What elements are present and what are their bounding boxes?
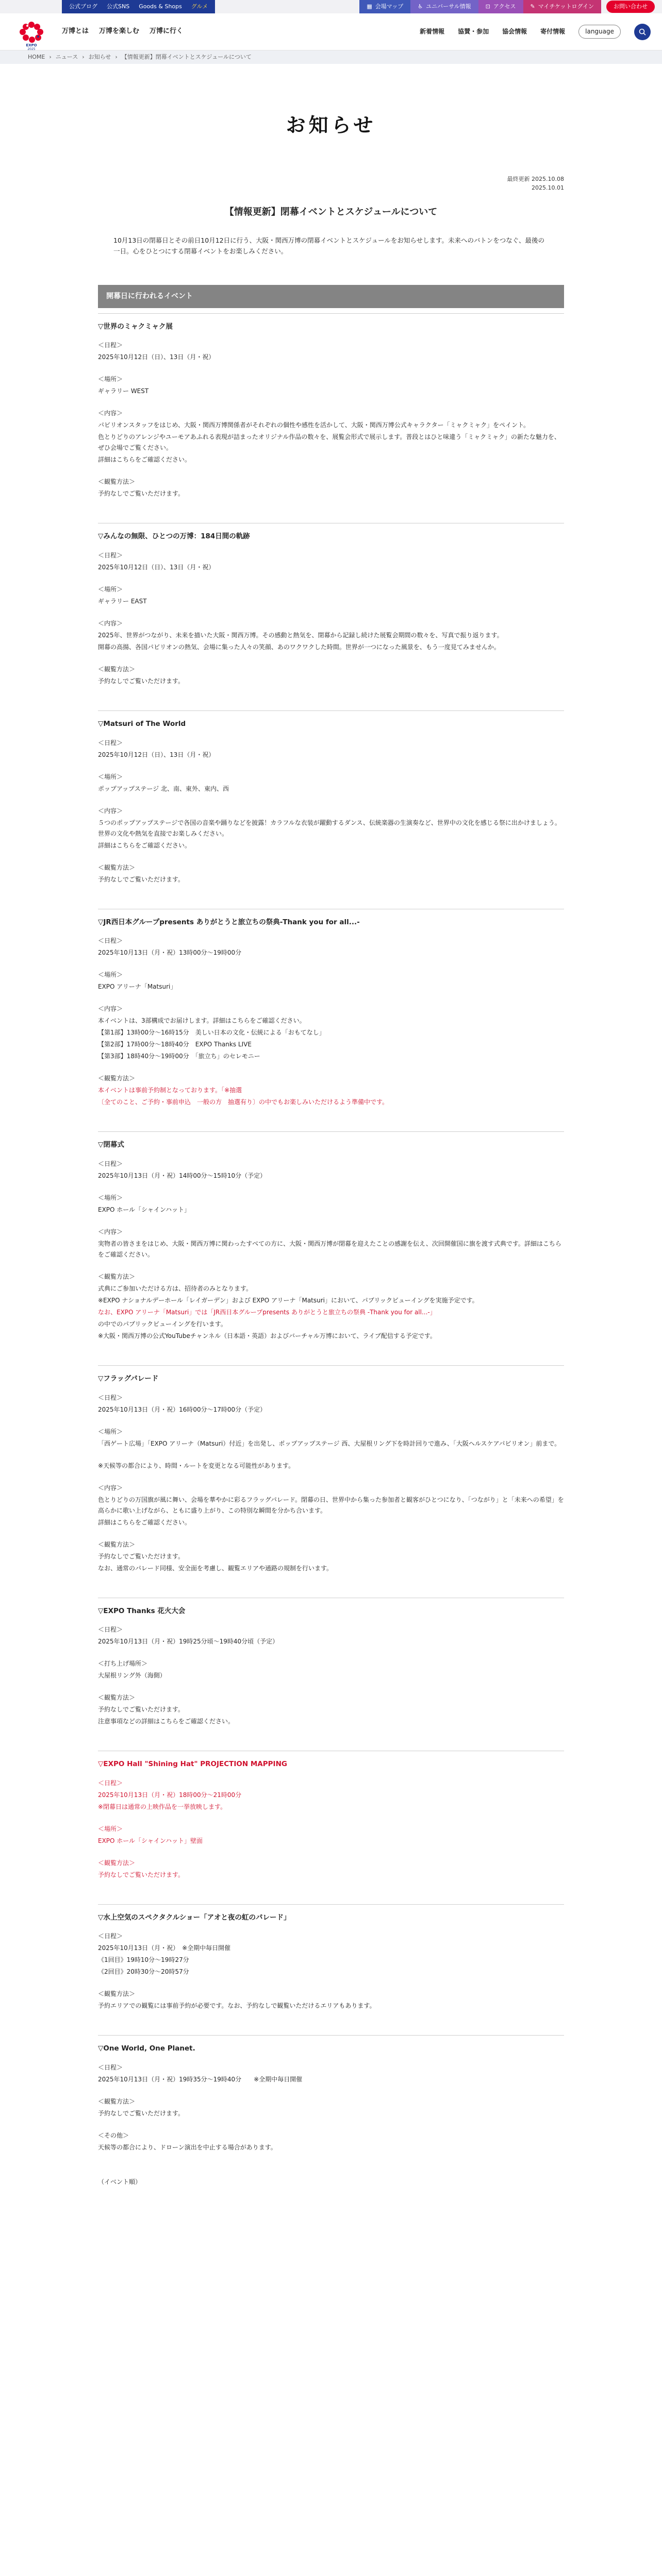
event-detail-block xyxy=(98,1931,564,1977)
detail-text[interactable]: 本イベントは、3部構成でお届けします。詳細はこちらをご確認ください。 xyxy=(98,1017,306,1025)
breadcrumb-home[interactable]: HOME xyxy=(28,54,45,61)
detail-text: 予約なしでご覧いただけます。 xyxy=(98,677,185,685)
event-detail-block xyxy=(98,738,564,760)
event-detail-block xyxy=(98,936,564,958)
event-detail-block xyxy=(98,1778,564,1812)
event-item xyxy=(98,1598,564,1727)
event-detail-block xyxy=(98,1272,564,1342)
breadcrumb xyxy=(0,50,662,64)
ticket-icon: ✎ xyxy=(530,3,535,10)
event-title: ▽水上空気のスペクタクルショー「アオと夜の虹のパレード」 xyxy=(98,1904,564,1924)
detail-text: 2025年10月13日（月・祝）19時25分頃～19時40分頃（予定） xyxy=(98,1638,279,1646)
event-detail-block xyxy=(98,408,564,465)
detail-label: ＜場所＞ xyxy=(98,773,123,781)
detail-label: ＜観覧方法＞ xyxy=(98,1540,136,1548)
detail-label: ＜観覧方法＞ xyxy=(98,666,136,673)
event-detail-block xyxy=(98,618,564,653)
event-detail-block xyxy=(98,1461,564,1471)
detail-label: ＜場所＞ xyxy=(98,376,123,383)
event-detail-block xyxy=(98,550,564,573)
detail-text: ※EXPO ナショナルデーホール「レイガーデン」および EXPO アリーナ「Matsuri」において、パブリックビューイングを実施予定です。 xyxy=(98,1296,478,1304)
detail-label: ＜内容＞ xyxy=(98,1484,123,1492)
event-detail-block xyxy=(98,1004,564,1062)
detail-text[interactable]: 詳細はこちらをご確認ください。 xyxy=(98,1518,191,1526)
detail-text: EXPO ホール「シャインハット」 xyxy=(98,1206,190,1213)
article xyxy=(98,204,564,2188)
svg-text:EXPO: EXPO xyxy=(26,43,37,47)
event-item xyxy=(98,1131,564,1342)
event-detail-block xyxy=(98,584,564,607)
detail-label: ＜内容＞ xyxy=(98,807,123,815)
nav-about[interactable]: 万博とは xyxy=(62,27,89,36)
detail-label: ＜場所＞ xyxy=(98,1825,123,1833)
article-lead: 10月13日の閉幕日とその前日10月12日に行う、大阪・関西万博の閉幕イベントとスケジュールをお知らせします。未来へのバトンをつなぐ、最後の一日。心をひとつにする閉幕イベントをお楽しみください。 xyxy=(113,236,545,256)
detail-text: 2025年10月12日（日）、13日（月・祝） xyxy=(98,564,215,571)
detail-text: 色とりどりの万国旗が風に舞い、会場を華やかに彩るフラッグパレード。閉幕の日、世界中から集った参加者と観客がひとつになり、「つながり」と「未来への希望」を高らかに歌い上げながら、ともに盛り上がり、この特別な瞬間を分かち合います。 xyxy=(98,1496,564,1514)
contact-button[interactable]: お問い合わせ xyxy=(606,1,655,12)
breadcrumb-notice[interactable]: お知らせ xyxy=(88,54,111,61)
detail-text: EXPO ホール「シャインハット」壁面 xyxy=(98,1837,203,1844)
detail-label: ＜日程＞ xyxy=(98,1626,123,1634)
detail-label: ＜内容＞ xyxy=(98,1005,123,1013)
detail-text: ギャラリー EAST xyxy=(98,598,147,605)
event-title: ▽閉幕式 xyxy=(98,1131,564,1151)
detail-text: 【第1部】13時00分～16時15分 美しい日本の文化・伝統による「おもてなし」 xyxy=(98,1029,325,1037)
detail-label: ＜内容＞ xyxy=(98,410,123,417)
detail-text[interactable]: 詳細はこちらをご確認ください。 xyxy=(98,456,191,464)
chevron-right-icon: › xyxy=(115,54,118,61)
section-heading: 開幕日に行われるイベント xyxy=(98,285,564,308)
utility-links xyxy=(62,0,215,13)
detail-label: ＜場所＞ xyxy=(98,1428,123,1435)
event-title: ▽フラッグパレード xyxy=(98,1365,564,1385)
utility-link-blog[interactable]: 公式ブログ xyxy=(69,3,97,10)
nav-sponsor[interactable]: 協賛・参加 xyxy=(458,28,489,35)
breadcrumb-current: 【情報更新】閉幕イベントとスケジュールについて xyxy=(121,54,252,61)
detail-text: 予約エリアでの観覧には事前予約が必要です。なお、予約なしで観覧いただけるエリアもあります。 xyxy=(98,2002,376,2010)
detail-text: 予約なしでご覧いただけます。 xyxy=(98,1871,185,1878)
event-detail-block xyxy=(98,1692,564,1727)
detail-label: ＜内容＞ xyxy=(98,1228,123,1235)
event-title: ▽EXPO Thanks 花火大会 xyxy=(98,1598,564,1618)
detail-label: ＜観覧方法＞ xyxy=(98,863,136,871)
page-title: お知らせ xyxy=(286,114,376,137)
detail-label: ＜日程＞ xyxy=(98,1933,123,1940)
utility-bar xyxy=(0,0,662,13)
event-item xyxy=(98,1751,564,1880)
event-detail-block xyxy=(98,1073,564,1108)
detail-label: ＜日程＞ xyxy=(98,1779,123,1787)
event-detail-block xyxy=(98,1824,564,1846)
detail-text: 予約なしでご覧いただけます。 xyxy=(98,2110,185,2117)
nav-donation[interactable]: 寄付情報 xyxy=(540,28,566,35)
detail-text: 【第2部】17時00分～18時40分 EXPO Thanks LIVE xyxy=(98,1041,252,1048)
detail-text: 2025年10月13日（月・祝）13時00分～19時00分 xyxy=(98,949,242,957)
detail-text: 《2回目》20時30分～20時57分 xyxy=(98,1968,189,1976)
detail-text: 2025年10月12日（日）、13日（月・祝） xyxy=(98,353,215,361)
nav-left xyxy=(62,26,183,38)
detail-text: 〔全てのこと、ご予約・事前申込 一般の方 抽選有り〕の中でもお楽しみいただけるよう準備中です。 xyxy=(98,1098,389,1106)
event-detail-block xyxy=(98,1159,564,1181)
detail-label: ＜打ち上げ場所＞ xyxy=(98,1660,148,1668)
event-title: ▽One World, One Planet. xyxy=(98,2035,564,2055)
detail-label: ＜観覧方法＞ xyxy=(98,1694,136,1702)
event-detail-block xyxy=(98,1483,564,1528)
detail-text[interactable]: 実物者の皆さまをはじめ、大阪・関西万博に関わったすべての方に、大阪・関西万博が閉幕を迎えたことの感謝を伝え、次回開催国に旗を渡す式典です。詳細はこちらをご確認ください。 xyxy=(98,1240,561,1258)
event-detail-block xyxy=(98,862,564,885)
detail-text: なお、EXPO アリーナ「Matsuri」では「JR西日本グループpresents ありがとうと旅立ちの祭典 -Thank you for all...-」 xyxy=(98,1308,436,1316)
detail-text: 天候等の都合により、ドローン演出を中止する場合があります。 xyxy=(98,2144,277,2151)
detail-text: 2025年10月12日（日）、13日（月・祝） xyxy=(98,751,215,758)
event-item xyxy=(98,313,564,500)
svg-text:2025: 2025 xyxy=(27,47,36,50)
detail-text: ※天候等の都合により、時間・ルートを変更となる可能性があります。 xyxy=(98,1462,295,1469)
detail-text: ※大阪・関西万博の公式YouTubeチャンネル（日本語・英語）およびバーチャル万博において、ライブ配信する予定です。 xyxy=(98,1332,436,1340)
event-item xyxy=(98,1365,564,1574)
detail-text[interactable]: 詳細はこちらをご確認ください。 xyxy=(98,841,191,849)
detail-label: ＜その他＞ xyxy=(98,2132,129,2139)
detail-text: 予約なしでご覧いただけます。 xyxy=(98,490,185,498)
detail-text: 2025年10月13日（月・祝） ※全期中毎日開催 xyxy=(98,1944,231,1952)
detail-label: ＜日程＞ xyxy=(98,739,123,747)
chevron-right-icon: › xyxy=(49,54,52,61)
map-icon: ▦ xyxy=(367,3,372,10)
event-detail-block xyxy=(98,2062,564,2085)
search-icon xyxy=(639,28,646,36)
breadcrumb-news[interactable]: ニュース xyxy=(55,54,78,61)
event-detail-block xyxy=(98,1624,564,1647)
event-detail-block xyxy=(98,340,564,363)
event-item xyxy=(98,523,564,687)
detail-text: 「西ゲート広場」「EXPO アリーナ（Matsuri）付近」を出発し、ポップアップステージ 西、大屋根リング下を時計回りで進み、「大阪ヘルスケアパビリオン」前まで。 xyxy=(98,1439,561,1447)
detail-label: ＜場所＞ xyxy=(98,971,123,979)
detail-label: ＜日程＞ xyxy=(98,1394,123,1401)
event-detail-block xyxy=(98,2096,564,2119)
utility-link-gourmet[interactable]: グルメ xyxy=(191,3,208,10)
detail-text: ギャラリー WEST xyxy=(98,387,149,395)
access-link[interactable]: ⊡ アクセス xyxy=(478,0,523,13)
detail-text: 2025年10月13日（月・祝）14時00分～15時10分（予定） xyxy=(98,1172,267,1179)
detail-text: 予約なしでご覧いただけます。 xyxy=(98,875,185,883)
detail-label: ＜場所＞ xyxy=(98,586,123,593)
detail-label: ＜観覧方法＞ xyxy=(98,1273,136,1280)
nav-visit[interactable]: 万博に行く xyxy=(150,27,184,36)
detail-text: の中でのパブリックビューイングを行います。 xyxy=(98,1320,227,1328)
event-title: ▽世界のミャクミャク展 xyxy=(98,313,564,333)
detail-label: ＜内容＞ xyxy=(98,620,123,627)
detail-text: 開幕の高揚、各国パビリオンの熱気、会場に集った人々の笑顔、あのワクワクした時間。世界が一つになった風景を、もう一度見てみませんか。 xyxy=(98,643,500,651)
event-detail-block xyxy=(98,1858,564,1880)
event-item xyxy=(98,909,564,1108)
detail-text: ポップアップステージ 北、南、東外、東内、西 xyxy=(98,785,229,792)
detail-text: 2025年、世界がつながり、未来を描いた大阪・関西万博。その感動と熱気を、閉幕から記録し続けた展覧会期間の数々を、写真で振り返ります。 xyxy=(98,632,503,639)
nav-right xyxy=(420,24,651,40)
detail-label: ＜日程＞ xyxy=(98,552,123,559)
event-detail-block xyxy=(98,970,564,992)
main-nav xyxy=(0,13,662,50)
search-button[interactable] xyxy=(634,24,651,40)
detail-text: 式典にご参加いただける方は、招待者のみとなります。 xyxy=(98,1284,253,1292)
accessibility-icon: ♿ xyxy=(418,3,423,10)
detail-text: 色とりどりのアレンジやユーモアあふれる表現が詰まったオリジナル作品の数々を、展覧会形式で展示します。普段とはひと味違う「ミャクミャク」の新たな魅力を、ぜひ会場でご覧ください。 xyxy=(98,433,560,452)
nav-news[interactable]: 新着情報 xyxy=(420,28,445,35)
detail-text: ※閉幕日は通常の上映作品を一挙放映します。 xyxy=(98,1803,227,1810)
event-detail-block xyxy=(98,1193,564,1215)
detail-text: 2025年10月13日（月・祝）16時00分～17時00分（予定） xyxy=(98,1405,267,1413)
detail-text: ５つのポップアップステージで各国の音楽や踊りなどを披露！カラフルな衣装が躍動するダンス、伝統楽器の生演奏など、世界中の文化を感じる祭に出かけましょう。世界の文化や熱気を直接でお楽しみください。 xyxy=(98,819,561,837)
detail-label: ＜日程＞ xyxy=(98,342,123,349)
event-item xyxy=(98,1904,564,2012)
detail-text: 2025年10月13日（月・祝）18時00分～21時00分 xyxy=(98,1791,242,1799)
utility-link-sns[interactable]: 公式SNS xyxy=(107,3,130,10)
published-date: 2025.10.01 xyxy=(532,184,564,191)
venue-map-link[interactable]: ▦ 会場マップ xyxy=(359,0,410,13)
event-detail-block xyxy=(98,1539,564,1574)
language-select[interactable]: language xyxy=(578,25,621,39)
detail-text: EXPO アリーナ「Matsuri」 xyxy=(98,983,177,991)
detail-label: ＜観覧方法＞ xyxy=(98,1859,136,1867)
detail-text: 【第3部】18時40分～19時00分 「旅立ち」のセレモニー xyxy=(98,1053,260,1060)
detail-label: ＜観覧方法＞ xyxy=(98,1075,136,1082)
universal-info-link[interactable]: ♿ ユニバーサル情報 xyxy=(410,0,478,13)
nav-association[interactable]: 協会情報 xyxy=(502,28,527,35)
event-detail-block xyxy=(98,1427,564,1449)
detail-text: パビリオンスタッフをはじめ、大阪・関西万博関係者がそれぞれの個性や感性を活かして、大阪・関西万博公式キャラクター「ミャクミャク」をペイント。 xyxy=(98,421,530,429)
utility-right xyxy=(359,0,601,13)
event-detail-block xyxy=(98,664,564,687)
detail-label: ＜場所＞ xyxy=(98,1194,123,1201)
event-list xyxy=(98,313,564,2153)
detail-text: 《1回目》19時10分～19時27分 xyxy=(98,1956,189,1964)
detail-label: ＜日程＞ xyxy=(98,937,123,945)
event-item xyxy=(98,2035,564,2153)
event-detail-block xyxy=(98,2130,564,2153)
detail-text: 大屋根リング外（海側） xyxy=(98,1672,166,1680)
updated-date: 最終更新 2025.10.08 xyxy=(507,176,564,182)
detail-text: 本イベントは事前予約制となっております。「※抽選 xyxy=(98,1087,242,1094)
detail-text[interactable]: 注意事項などの詳細はこちらをご確認ください。 xyxy=(98,1718,235,1725)
event-detail-block xyxy=(98,1989,564,2011)
event-detail-block xyxy=(98,477,564,499)
event-detail-block xyxy=(98,1393,564,1415)
nav-enjoy[interactable]: 万博を楽しむ xyxy=(99,27,140,36)
expo-logo-icon[interactable] xyxy=(18,21,45,50)
event-title: ▽Matsuri of The World xyxy=(98,710,564,731)
detail-text: 予約なしでご覧いただけます。 xyxy=(98,1552,185,1560)
detail-label: ＜観覧方法＞ xyxy=(98,2098,136,2105)
detail-text: 予約なしでご覧いただけます。 xyxy=(98,1706,185,1714)
train-icon: ⊡ xyxy=(485,3,490,10)
detail-text: なお、通常のパレード同様、安全面を考慮し、観覧エリアや通路の規制を行います。 xyxy=(98,1564,333,1572)
detail-label: ＜日程＞ xyxy=(98,1160,123,1167)
event-detail-block xyxy=(98,1658,564,1681)
detail-label: ＜観覧方法＞ xyxy=(98,478,136,486)
event-detail-block xyxy=(98,772,564,794)
article-title: 【情報更新】閉幕イベントとスケジュールについて xyxy=(224,207,438,217)
event-item xyxy=(98,710,564,885)
chevron-right-icon: › xyxy=(82,54,85,61)
event-detail-block xyxy=(98,374,564,397)
detail-text: 2025年10月13日（月・祝）19時35分～19時40分 ※全期中毎日開催 xyxy=(98,2076,303,2083)
my-ticket-login-link[interactable]: ✎ マイチケットログイン xyxy=(523,0,601,13)
event-detail-block xyxy=(98,806,564,851)
event-title: ▽みんなの無限、ひとつの万博：184日間の軌跡 xyxy=(98,523,564,543)
utility-link-goods[interactable]: Goods & Shops xyxy=(139,3,182,10)
event-title: ▽JR西日本グループpresents ありがとうと旅立ちの祭典-Thank you for all...- xyxy=(98,909,564,929)
publish-dates xyxy=(507,175,564,192)
detail-label: ＜日程＞ xyxy=(98,2064,123,2071)
detail-label: ＜観覧方法＞ xyxy=(98,1990,136,1998)
event-title: ▽EXPO Hall "Shining Hat" PROJECTION MAPPING xyxy=(98,1751,564,1771)
end-note: （イベント順） xyxy=(98,2178,142,2185)
event-detail-block xyxy=(98,1227,564,1260)
